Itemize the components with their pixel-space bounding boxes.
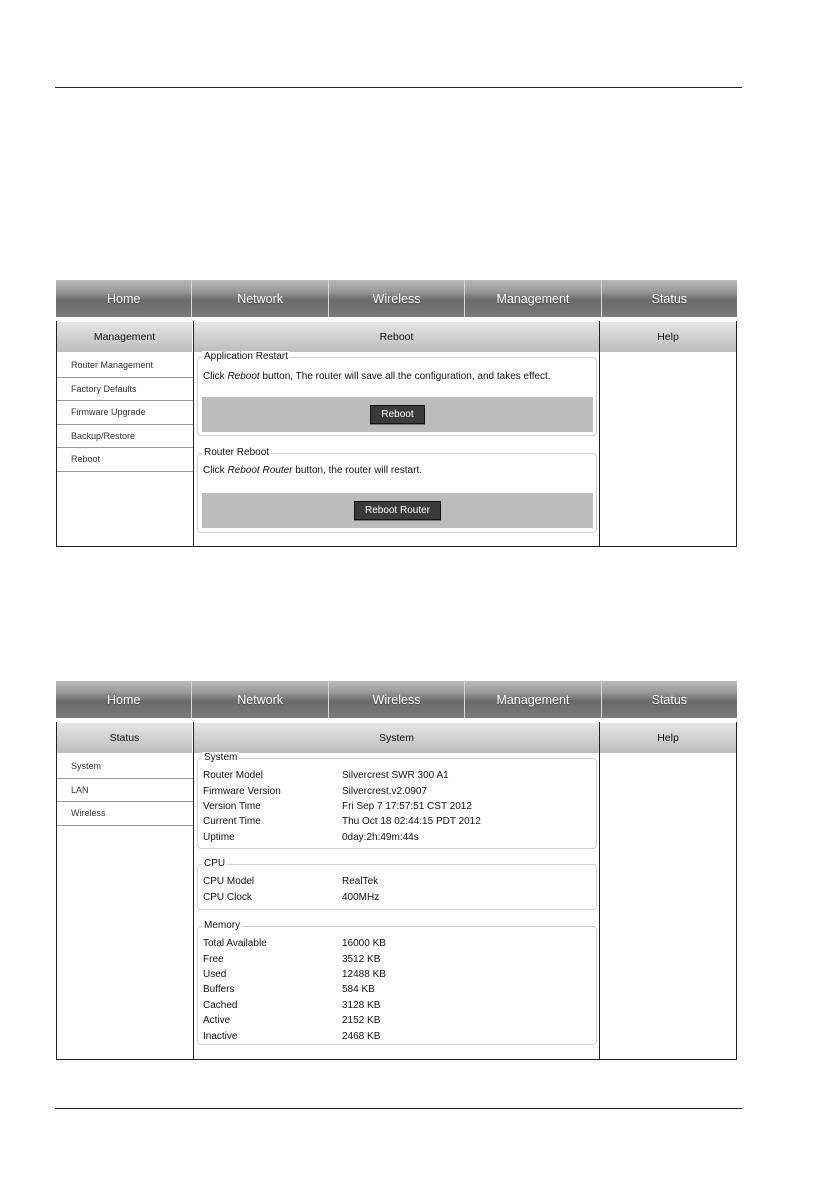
sidebar-header: Management — [57, 321, 192, 352]
info-key: Current Time — [203, 816, 261, 828]
content-header: Reboot — [194, 321, 599, 352]
section-legend: CPU — [204, 858, 226, 869]
sidebar-item-lan[interactable]: LAN — [57, 779, 193, 803]
info-row — [203, 799, 591, 814]
info-value: Silvercrest SWR 300 A1 — [342, 770, 449, 782]
info-key: Total Available — [203, 938, 267, 950]
status-screenshot — [56, 681, 737, 1060]
info-value: 3128 KB — [342, 999, 381, 1011]
cpu-section — [197, 858, 597, 910]
info-key: Used — [203, 968, 227, 980]
sidebar-list — [57, 755, 193, 826]
info-row — [203, 1013, 591, 1028]
nav-management[interactable]: Management — [465, 280, 601, 317]
main-content — [193, 321, 600, 547]
info-key: Buffers — [203, 984, 235, 996]
cpu-info-list — [203, 874, 591, 905]
button-bar — [202, 397, 593, 432]
application-restart-section — [197, 351, 597, 436]
info-row — [203, 951, 591, 966]
help-header: Help — [600, 722, 736, 753]
info-value: 16000 KB — [342, 938, 386, 950]
sidebar — [56, 722, 193, 1060]
help-panel — [600, 722, 737, 1060]
nav-network[interactable]: Network — [192, 280, 328, 317]
sidebar-list — [57, 354, 193, 472]
help-panel — [600, 321, 737, 547]
sidebar-header: Status — [57, 722, 192, 753]
info-value: Silvercrest.v2.0907 — [342, 785, 428, 797]
nav-home[interactable]: Home — [56, 681, 192, 718]
nav-wireless[interactable]: Wireless — [329, 681, 465, 718]
info-key: Firmware Version — [203, 785, 281, 797]
section-legend: Memory — [204, 920, 241, 931]
section-description: Click Reboot button, The router will save all the configuration, and takes effect. — [203, 371, 551, 382]
memory-info-list — [203, 936, 591, 1044]
info-value: 0day:2h:49m:44s — [342, 831, 419, 843]
sidebar-item-backup-restore[interactable]: Backup/Restore — [57, 425, 193, 449]
nav-wireless[interactable]: Wireless — [329, 280, 465, 317]
info-value: 584 KB — [342, 984, 375, 996]
info-key: CPU Model — [203, 876, 255, 888]
page-bottom-rule — [55, 1108, 742, 1109]
info-row — [203, 830, 591, 845]
main-nav — [56, 280, 737, 317]
system-info-list — [203, 768, 591, 845]
info-value: Fri Sep 7 17:57:51 CST 2012 — [342, 800, 472, 812]
nav-status[interactable]: Status — [651, 291, 688, 306]
section-legend: Router Reboot — [204, 447, 270, 458]
sidebar-item-reboot[interactable]: Reboot — [57, 448, 193, 472]
nav-status[interactable]: Status — [651, 692, 688, 707]
reboot-router-button[interactable]: Reboot Router — [354, 501, 441, 520]
page-top-rule — [55, 87, 742, 88]
sidebar — [56, 321, 193, 547]
nav-management[interactable]: Management — [465, 681, 601, 718]
info-row — [203, 1028, 591, 1043]
help-header: Help — [600, 321, 736, 352]
info-value: 2468 KB — [342, 1030, 381, 1042]
info-value: 3512 KB — [342, 953, 381, 965]
reboot-screenshot — [56, 280, 737, 547]
memory-section — [197, 920, 597, 1045]
info-key: Version Time — [203, 800, 261, 812]
main-content — [193, 722, 600, 1060]
sidebar-item-router-management[interactable]: Router Management — [57, 354, 193, 378]
info-key: Free — [203, 953, 224, 965]
info-key: Router Model — [203, 770, 264, 782]
reboot-button[interactable]: Reboot — [370, 405, 424, 424]
info-row — [203, 998, 591, 1013]
info-row — [203, 982, 591, 997]
router-reboot-section — [197, 447, 597, 533]
info-value: 2152 KB — [342, 1015, 381, 1027]
info-row — [203, 967, 591, 982]
info-key: Uptime — [203, 831, 235, 843]
nav-network[interactable]: Network — [192, 681, 328, 718]
button-bar — [202, 493, 593, 528]
sidebar-item-factory-defaults[interactable]: Factory Defaults — [57, 378, 193, 402]
info-row — [203, 814, 591, 829]
section-legend: Application Restart — [204, 351, 288, 362]
section-description: Click Reboot Router button, the router will restart. — [203, 465, 423, 476]
system-section — [197, 752, 597, 849]
info-value: 400MHz — [342, 891, 380, 903]
nav-home[interactable]: Home — [56, 280, 192, 317]
info-row — [203, 783, 591, 798]
content-header: System — [194, 722, 599, 753]
info-row — [203, 889, 591, 904]
sidebar-item-system[interactable]: System — [57, 755, 193, 779]
info-value: 12488 KB — [342, 968, 386, 980]
main-nav — [56, 681, 737, 718]
info-value: RealTek — [342, 876, 379, 888]
section-legend: System — [204, 752, 238, 763]
sidebar-item-wireless[interactable]: Wireless — [57, 802, 193, 826]
info-row — [203, 768, 591, 783]
info-key: Inactive — [203, 1030, 238, 1042]
info-key: Active — [203, 1015, 231, 1027]
info-row — [203, 874, 591, 889]
info-key: CPU Clock — [203, 891, 252, 903]
sidebar-item-firmware-upgrade[interactable]: Firmware Upgrade — [57, 401, 193, 425]
info-row — [203, 936, 591, 951]
info-value: Thu Oct 18 02:44:15 PDT 2012 — [342, 816, 481, 828]
info-key: Cached — [203, 999, 238, 1011]
